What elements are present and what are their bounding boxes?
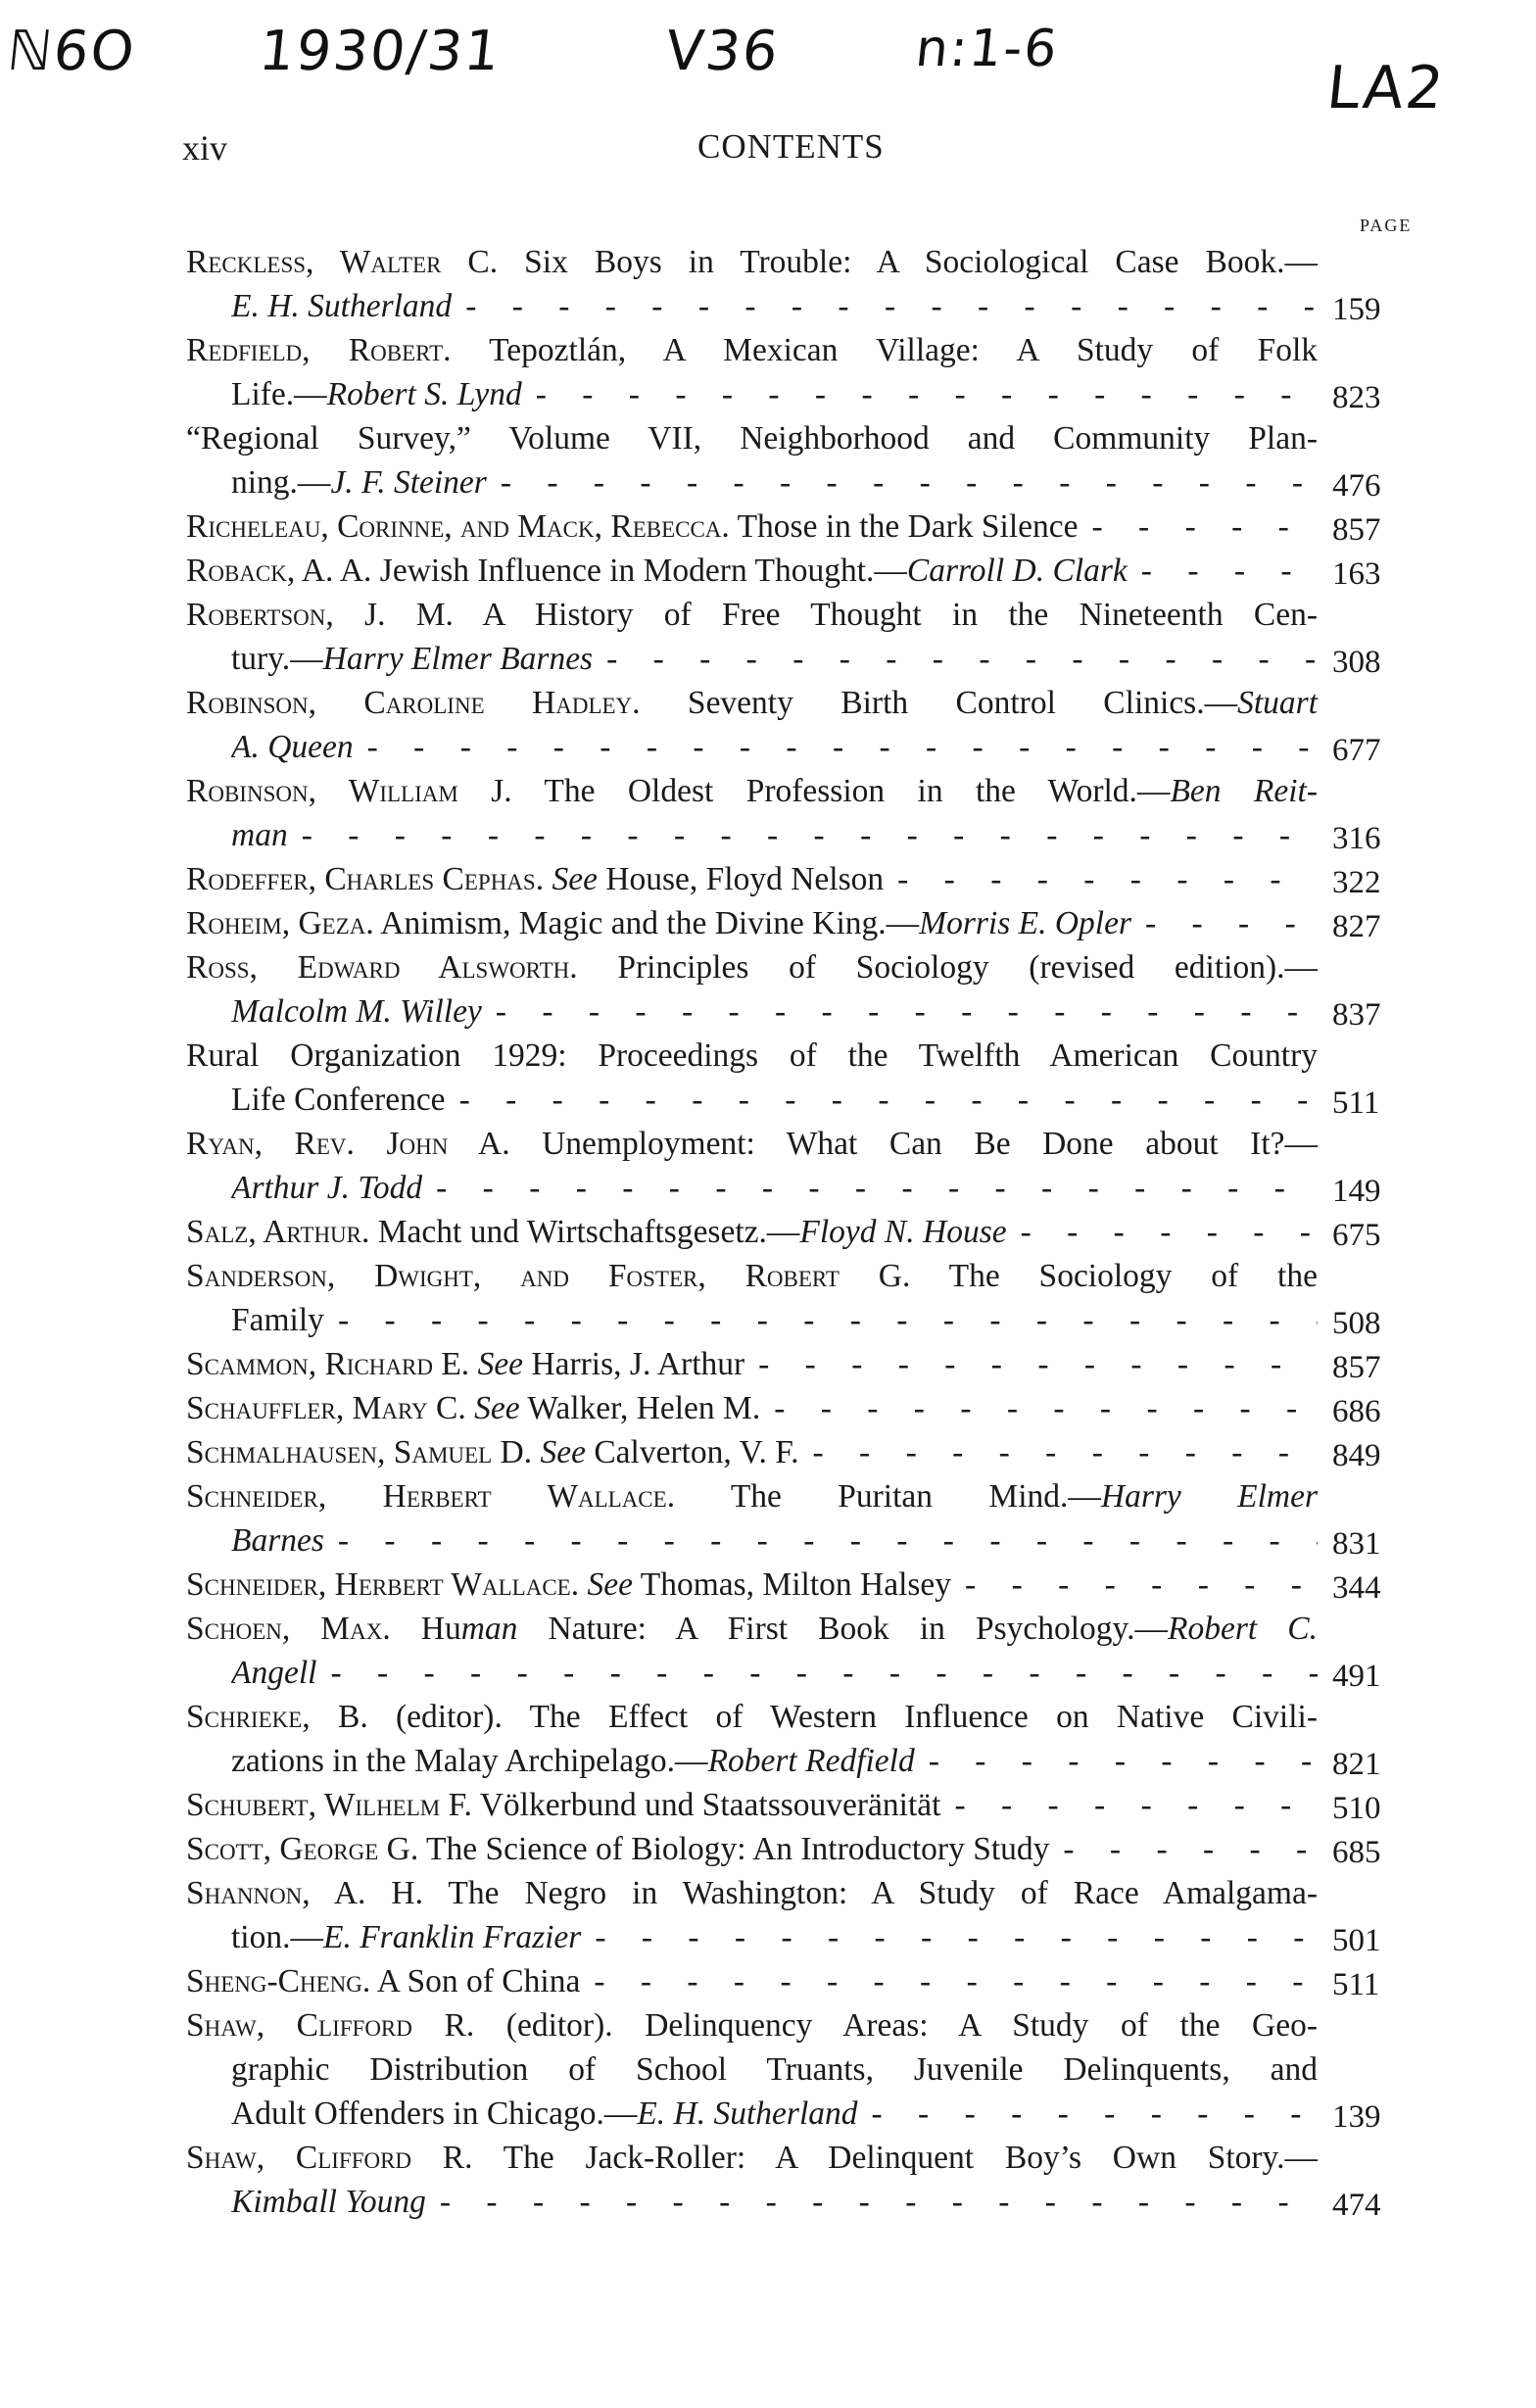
entry-author: Robinson, William J. [186,773,512,809]
entry-line [231,1298,1318,1342]
contents-entry [186,549,1430,593]
entry-title: Seventy Birth Control Clinics.—Stuart [640,685,1319,721]
entry-page-number: 685 [1332,1835,1381,1870]
contents-entry [186,593,1430,681]
entry-line [186,945,1318,989]
entry-line [186,416,1318,460]
entry-line [186,1254,1318,1298]
handwritten-mark: 1930/31 [256,20,505,83]
contents-entry [186,1342,1430,1386]
entry-line [186,328,1318,372]
entry-title: Tepoztlán, A Mexican Village: A Study of Folk [451,332,1318,368]
contents-entry [186,1474,1430,1563]
entry-page-number: 511 [1332,1967,1380,2002]
entry-title: man [231,817,288,853]
entry-author: Roheim, Geza. [186,905,374,941]
contents-entry [186,1871,1430,1959]
entry-line [186,1342,1318,1386]
entry-title: Life Conference [231,1082,446,1118]
entry-line [186,1122,1318,1166]
handwritten-mark: ℕ6O [4,20,139,83]
contents-entry [186,1254,1430,1342]
entry-line [186,901,1318,945]
contents-entry [186,416,1430,505]
entry-author: Schmalhausen, Samuel D. [186,1434,533,1470]
entry-line [231,1078,1318,1122]
entry-author: Ryan, Rev. John A. [186,1126,510,1162]
entry-line [186,1783,1318,1827]
page-column-label: PAGE [1360,216,1413,235]
entry-page-number: 139 [1332,2099,1381,2135]
entry-title: See Harris, J. Arthur [477,1346,745,1382]
entry-title: Angell [231,1655,317,1691]
entry-line [231,460,1318,505]
contents-entry [186,1210,1430,1254]
entry-page-number: 344 [1332,1570,1381,1606]
entry-title: Kimball Young [231,2184,426,2220]
entry-title: (editor). Delinquency Areas: A Study of the Geo- [474,2007,1318,2044]
contents-entry [186,505,1430,549]
entry-line [231,372,1318,416]
entry-title: Animism, Magic and the Divine King.—Morris E. Opler [373,905,1131,941]
entry-title: The Science of Biology: An Introductory Study [418,1831,1050,1867]
entry-title: tury.—Harry Elmer Barnes [231,641,594,677]
entry-author: Shannon, A. H. [186,1875,423,1911]
entry-line [186,1430,1318,1474]
contents-entry [186,1430,1430,1474]
entry-line [186,549,1318,593]
entry-page-number: 837 [1332,997,1381,1033]
contents-entry [186,2003,1430,2136]
entry-line [186,681,1318,725]
entry-author: Schoen, Max. [186,1611,391,1647]
entry-line [186,1827,1318,1871]
entry-title: ning.—J. F. Steiner [231,464,487,501]
entry-line [186,1563,1318,1607]
entry-page-number: 163 [1332,556,1381,592]
entry-title: E. H. Sutherland [231,288,453,324]
entry-title: Jewish Influence in Modern Thought.—Carroll D. Clark [371,553,1128,589]
entry-author: Schneider, Herbert Wallace. [186,1566,580,1603]
entry-title: zations in the Malay Archipelago.—Robert Redfield [231,1743,915,1779]
entry-line [186,2136,1318,2180]
contents-entry [186,901,1430,945]
entry-line [186,1607,1318,1651]
contents-entry [186,2136,1430,2224]
entry-page-number: 474 [1332,2188,1381,2223]
contents-entry [186,328,1430,416]
entry-title: Family [231,1302,324,1338]
contents-entry [186,1827,1430,1871]
entry-title: “Regional Survey,” Volume VII, Neighborhood and Community Plan- [186,420,1318,457]
entry-title: See Calverton, V. F. [540,1434,799,1470]
entry-title: Malcolm M. Willey [231,993,482,1030]
entry-page-number: 322 [1332,865,1381,900]
entry-line [231,284,1318,328]
entry-title: Völkerbund und Staatssouveränität [471,1787,941,1823]
entry-page-number: 149 [1332,1174,1381,1209]
contents-entry [186,857,1430,901]
entry-line [186,1959,1318,2003]
entry-title: Barnes [231,1522,324,1559]
entry-page-number: 677 [1332,733,1381,768]
entry-line [186,240,1318,284]
entry-page-number: 510 [1332,1791,1381,1826]
entry-title: Arthur J. Todd [231,1170,423,1206]
contents-entry [186,1959,1430,2003]
entry-line [231,725,1318,769]
entry-line [186,1386,1318,1430]
entry-line [231,2180,1318,2224]
entry-line [186,1034,1318,1078]
entry-line [186,1871,1318,1915]
entry-line [231,637,1318,681]
entry-title: A. Queen [231,729,354,765]
handwritten-mark: V36 [662,20,783,83]
entry-page-number: 675 [1332,1218,1381,1253]
entry-title: Unemployment: What Can Be Done about It?— [509,1126,1318,1162]
contents-entry [186,681,1430,769]
entry-title: The Negro in Washington: A Study of Race Amalgama- [422,1875,1319,1911]
contents-entry [186,1695,1430,1783]
entry-title: A Son of China [370,1963,581,1999]
entry-title: (editor). The Effect of Western Influence on Native Civili- [367,1699,1318,1735]
entry-title: See Walker, Helen M. [474,1390,761,1426]
entry-line [186,2003,1318,2047]
entry-title: The Sociology of the [910,1258,1318,1294]
entry-author: Richeleau, Corinne, and Mack, Rebecca. [186,508,730,545]
entry-title: Principles of Sociology (revised edition).— [577,949,1318,986]
entry-line [231,1739,1318,1783]
entry-author: Scott, George G. [186,1831,419,1867]
entry-page-number: 849 [1332,1438,1381,1473]
contents-entry [186,1607,1430,1695]
entry-page-number: 308 [1332,645,1381,680]
entry-line [231,989,1318,1034]
entry-line [186,769,1318,813]
contents-list [186,240,1430,2224]
entry-author: Robinson, Caroline Hadley. [186,685,641,721]
running-title: CONTENTS [697,127,885,166]
page-folio: xiv [182,128,228,168]
entry-author: Sheng-Cheng. [186,1963,371,1999]
entry-author: Reckless, Walter C. [186,244,499,280]
entry-line [231,1166,1318,1210]
entry-title: Those in the Dark Silence [729,508,1079,545]
contents-entry [186,1122,1430,1210]
contents-entry [186,1563,1430,1607]
entry-line [186,857,1318,901]
entry-author: Sanderson, Dwight, and Foster, Robert G. [186,1258,911,1294]
handwritten-mark: n:1-6 [912,20,1062,78]
entry-page-number: 476 [1332,468,1381,504]
entry-title: See Thomas, Milton Halsey [587,1566,952,1603]
entry-author: Ross, Edward Alsworth. [186,949,578,986]
entry-line [231,1518,1318,1563]
entry-author: Roback, A. A. [186,553,372,589]
entry-title: Adult Offenders in Chicago.—E. H. Sutherland [231,2095,858,2132]
entry-line [186,1695,1318,1739]
entry-line [186,1474,1318,1518]
entry-line [231,2092,1318,2136]
entry-title: Human Nature: A First Book in Psychology.—Robert C. [390,1611,1318,1647]
contents-entry [186,945,1430,1034]
entry-title: The Puritan Mind.—Harry Elmer [675,1478,1318,1515]
entry-author: Schrieke, B. [186,1699,368,1735]
entry-title: The Jack-Roller: A Delinquent Boy’s Own Story.— [472,2140,1318,2176]
entry-title: graphic Distribution of School Truants, Juvenile Delinquents, and [231,2051,1318,2088]
entry-line [186,1210,1318,1254]
entry-line [231,1915,1318,1959]
entry-author: Schneider, Herbert Wallace. [186,1478,676,1515]
entry-page-number: 508 [1332,1306,1381,1341]
entry-page-number: 491 [1332,1659,1381,1694]
entry-author: Salz, Arthur. [186,1214,370,1250]
entry-author: Redfield, Robert. [186,332,452,368]
entry-page-number: 857 [1332,1350,1381,1385]
entry-page-number: 686 [1332,1394,1381,1429]
entry-author: Schauffler, Mary C. [186,1390,466,1426]
contents-entry [186,1386,1430,1430]
entry-page-number: 857 [1332,512,1381,548]
entry-author: Robertson, J. M. [186,597,454,633]
entry-title: See House, Floyd Nelson [552,861,885,897]
entry-title: Six Boys in Trouble: A Sociological Case Book.— [498,244,1319,280]
entry-author: Schubert, Wilhelm F. [186,1787,472,1823]
entry-page-number: 501 [1332,1923,1381,1958]
entry-title: Life.—Robert S. Lynd [231,376,522,412]
handwritten-mark: LA2 [1323,54,1449,122]
entry-page-number: 159 [1332,292,1381,327]
entry-line [231,1651,1318,1695]
entry-author: Shaw, Clifford R. [186,2007,475,2044]
entry-title: Rural Organization 1929: Proceedings of the Twelfth American Country [186,1037,1318,1074]
entry-author: Shaw, Clifford R. [186,2140,473,2176]
contents-entry [186,769,1430,857]
entry-page-number: 821 [1332,1747,1381,1782]
contents-entry [186,1783,1430,1827]
entry-line [186,505,1318,549]
entry-page-number: 823 [1332,380,1381,415]
entry-author: Scammon, Richard E. [186,1346,470,1382]
contents-entry [186,240,1430,328]
entry-title: The Oldest Profession in the World.—Ben Reit- [511,773,1319,809]
entry-title: Macht und Wirtschaftsgesetz.—Floyd N. House [369,1214,1007,1250]
entry-page-number: 316 [1332,821,1381,856]
entry-line [186,593,1318,637]
entry-page-number: 831 [1332,1526,1381,1562]
entry-line [231,2047,1318,2092]
entry-author: Rodeffer, Charles Cephas. [186,861,545,897]
entry-page-number: 511 [1332,1085,1380,1121]
entry-title: A History of Free Thought in the Nineteenth Cen- [453,597,1318,633]
entry-page-number: 827 [1332,909,1381,944]
entry-line [231,813,1318,857]
contents-entry [186,1034,1430,1122]
entry-title: tion.—E. Franklin Frazier [231,1919,582,1955]
